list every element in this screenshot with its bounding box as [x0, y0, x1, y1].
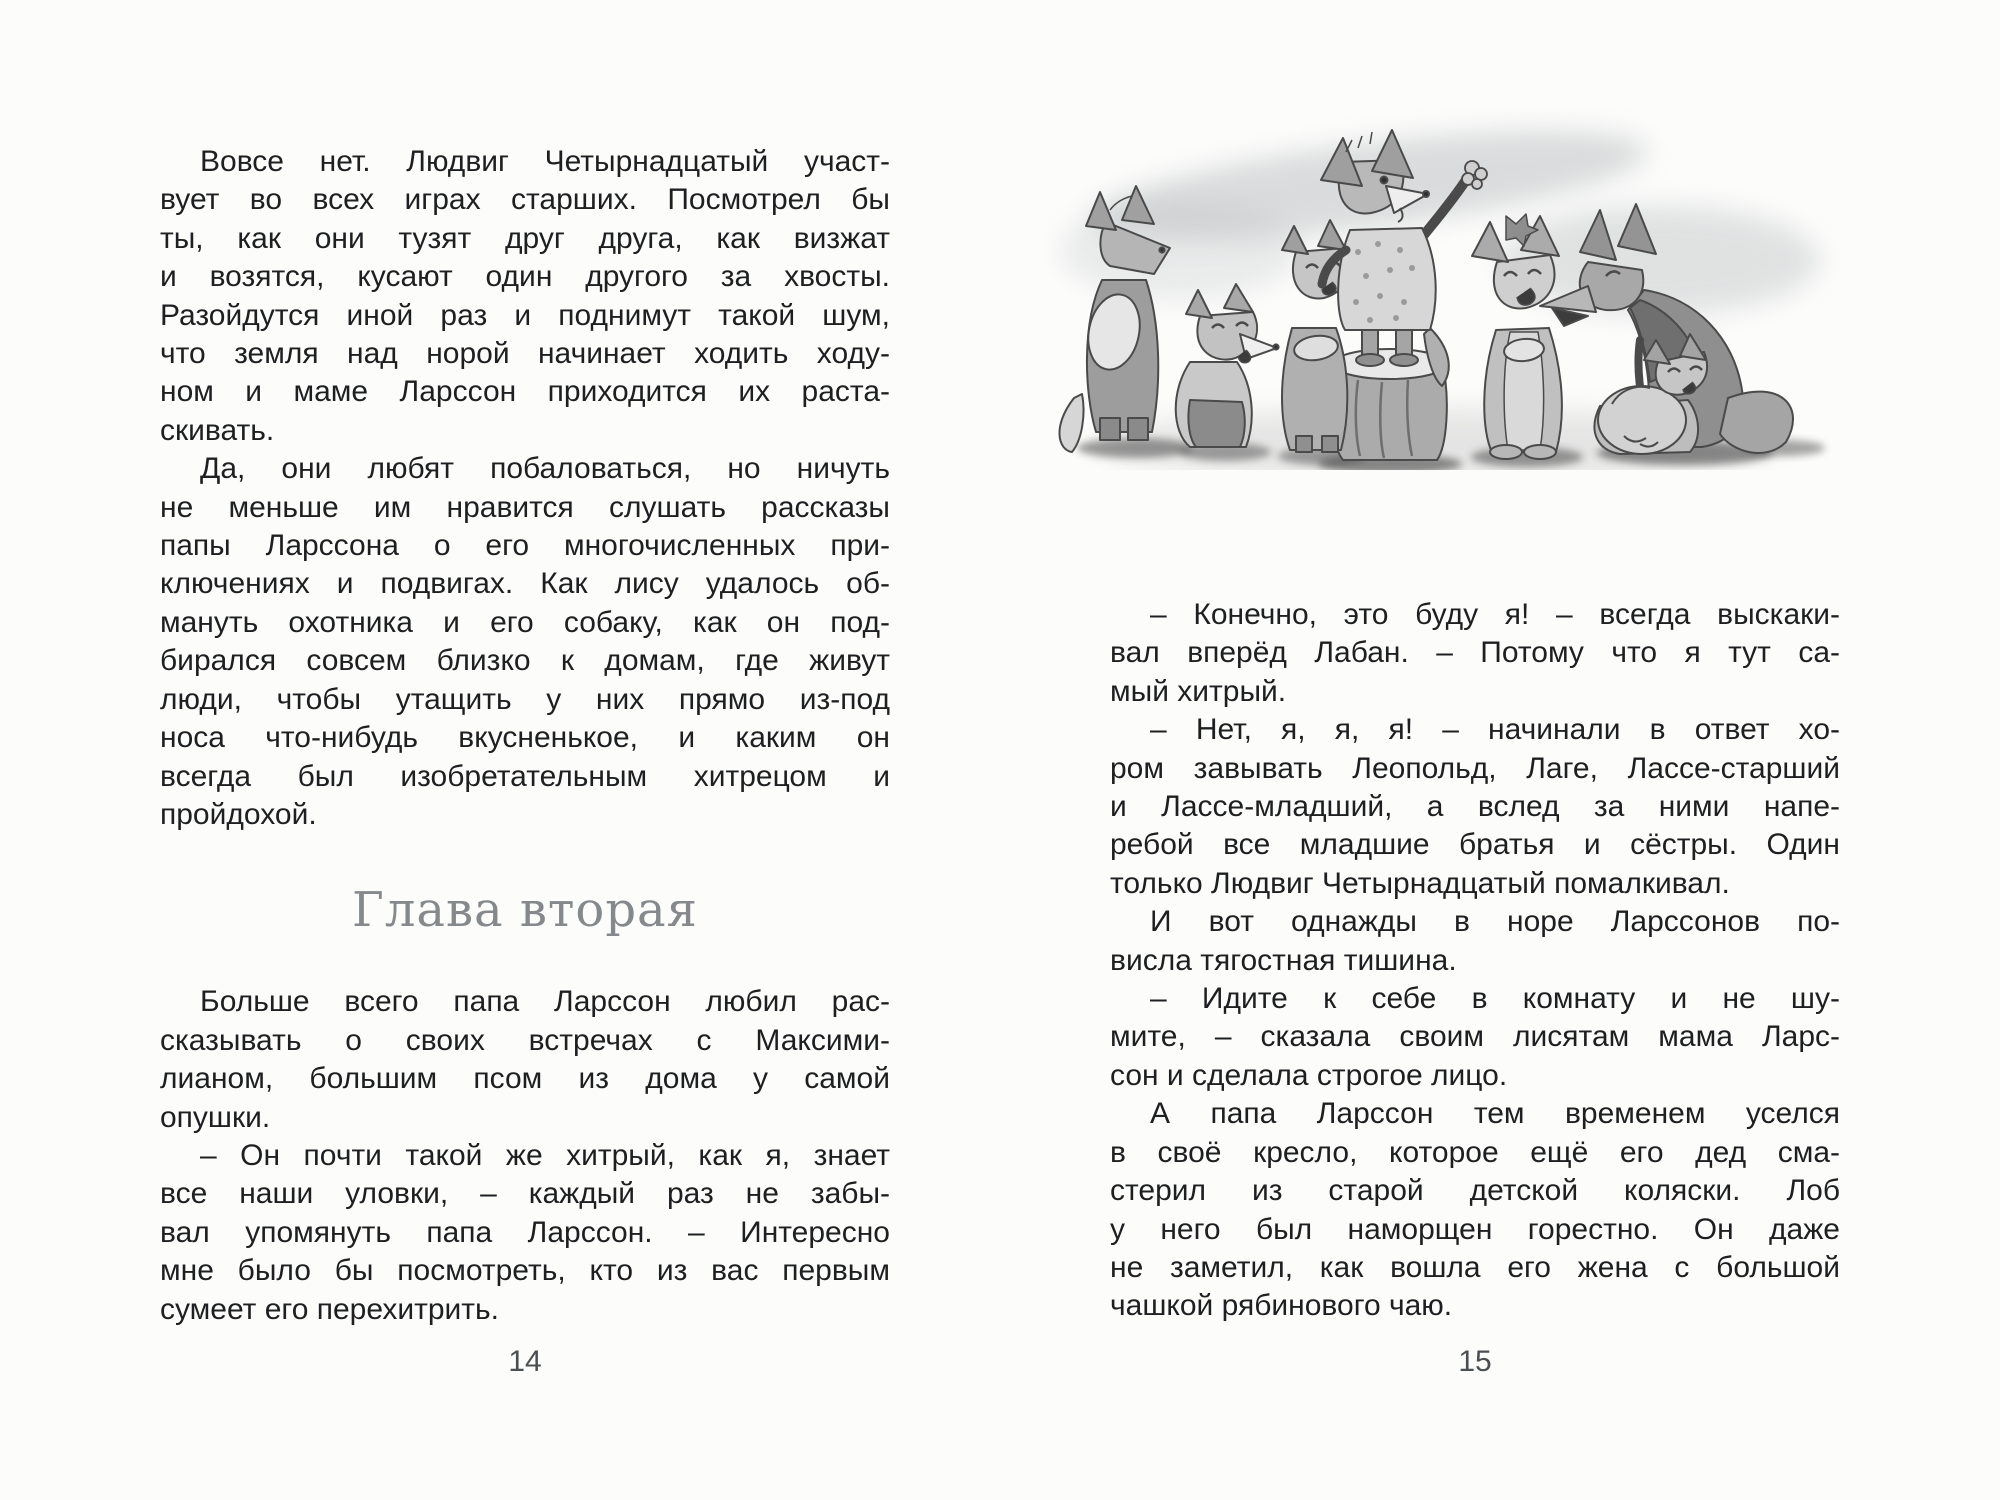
text-line: не меньше им нравится слушать рассказы: [160, 490, 890, 524]
text-line: всегда был изобретательным хитрецом и: [160, 759, 890, 793]
text-line: папы Ларссона о его многочисленных при-: [160, 529, 890, 563]
text-line: у него был наморщен горестно. Он даже: [1110, 1212, 1840, 1246]
text-line: Да, они любят побаловаться, но ничуть: [200, 452, 890, 486]
text-line: в своё кресло, которое ещё его дед сма-: [1110, 1135, 1840, 1169]
text-line: ключениях и подвигах. Как лису удалось об-: [160, 567, 890, 601]
paragraph: [160, 1137, 890, 1329]
text-line: скивать.: [160, 413, 275, 447]
text-line: мый хитрый.: [1110, 674, 1287, 708]
text-line: – Нет, я, я, я! – начинали в ответ хо-: [1150, 713, 1840, 747]
text-line: сон и сделала строгое лицо.: [1110, 1058, 1508, 1092]
illustration-fox-cubs-around-stump: [1040, 100, 1840, 470]
text-line: мануть охотника и его собаку, как он под-: [160, 605, 890, 639]
text-line: и возятся, кусают один другого за хвосты.: [160, 260, 890, 294]
text-line: только Людвиг Четырнадцатый помалкивал.: [1110, 866, 1730, 900]
text-line: не заметил, как вошла его жена с большой: [1110, 1250, 1840, 1284]
text-line: стерил из старой детской коляски. Лоб: [1110, 1174, 1840, 1208]
paragraph: [160, 143, 890, 450]
text-line: люди, чтобы утащить у них прямо из-под: [160, 682, 890, 716]
text-line: – Конечно, это буду я! – всегда выскаки-: [1150, 598, 1840, 631]
text-line: – Он почти такой же хитрый, как я, знает: [200, 1138, 890, 1172]
text-line: ном и маме Ларссон приходится их раста-: [160, 375, 890, 409]
paragraph: [160, 983, 890, 1137]
text-line: ром завывать Леопольд, Лаге, Лассе-старший: [1110, 751, 1840, 785]
text-line: сумеет его перехитрить.: [160, 1292, 500, 1326]
text-line: лианом, большим псом из дома у самой: [160, 1062, 890, 1096]
text-line: и Лассе-младший, а вслед за ними напе-: [1110, 790, 1840, 824]
page-number-left: 14: [508, 1345, 542, 1378]
text-line: опушки.: [160, 1100, 271, 1134]
text-line: бирался совсем близко к домам, где живут: [160, 644, 890, 678]
paragraph: [1110, 980, 1840, 1095]
text-line: мне было бы посмотреть, кто из вас первым: [160, 1254, 890, 1288]
text-line: вал упомянуть папа Ларссон. – Интересно: [160, 1215, 890, 1249]
text-line: А папа Ларссон тем временем уселся: [1150, 1097, 1840, 1131]
text-line: Больше всего папа Ларссон любил рас-: [200, 985, 890, 1019]
paragraph: [1110, 596, 1840, 711]
text-line: мите, – сказала своим лисятам мама Ларс-: [1110, 1020, 1840, 1054]
text-line: вал вперёд Лабан. – Потому что я тут са-: [1110, 636, 1840, 670]
text-line: все наши уловки, – каждый раз не забы-: [160, 1177, 890, 1211]
paragraph: [160, 450, 890, 834]
text-line: вует во всех играх старших. Посмотрел бы: [160, 183, 890, 217]
text-line: Вовсе нет. Людвиг Четырнадцатый участ-: [200, 145, 890, 178]
paragraph: [1110, 903, 1840, 980]
text-line: чашкой рябинового чаю.: [1110, 1289, 1453, 1323]
text-line: ты, как они тузят друг друга, как визжат: [160, 221, 890, 255]
left-page-text: [160, 143, 890, 1329]
text-line: Разойдутся иной раз и поднимут такой шум,: [160, 298, 890, 332]
paragraph: [1110, 711, 1840, 903]
text-line: ребой все младшие братья и сёстры. Один: [1110, 828, 1840, 862]
paragraph: [1110, 1095, 1840, 1325]
chapter-heading: Глава вторая: [352, 882, 698, 939]
text-line: что земля над норой начинает ходить ходу-: [160, 337, 890, 371]
text-line: пройдохой.: [160, 797, 317, 831]
page-number-right: 15: [1458, 1345, 1492, 1378]
text-line: висла тягостная тишина.: [1110, 943, 1457, 977]
text-line: И вот однажды в норе Ларссонов по-: [1150, 905, 1840, 939]
text-line: сказывать о своих встречах с Максими-: [160, 1023, 890, 1057]
text-line: – Идите к себе в комнату и не шу-: [1150, 982, 1840, 1016]
right-page-text: [1110, 596, 1840, 1326]
text-line: носа что-нибудь вкусненькое, и каким он: [160, 721, 890, 755]
